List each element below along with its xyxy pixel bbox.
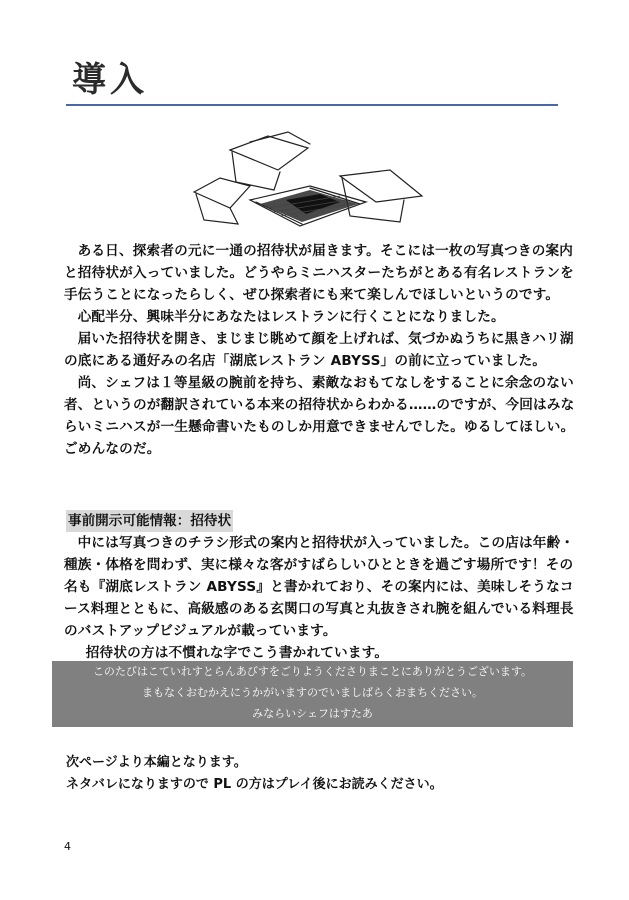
note-line: ネタバレになりますので PL の方はプレイ後にお読みください。 bbox=[66, 777, 443, 792]
disclosure-text bbox=[64, 532, 584, 664]
intro-text bbox=[64, 240, 584, 460]
disclosure-paragraph: 招待状の方は不慣れな字でこう書かれています。 bbox=[85, 645, 389, 661]
invitation-box bbox=[52, 661, 573, 727]
title-underline bbox=[66, 104, 558, 106]
disclosure-paragraph: 中には写真つきのチラシ形式の案内と招待状が入っていました。この店は年齢・種族・体格を問わず、実に様々な客がすばらしいひとときを過ごす場所です！その名も『湖底レストラン ABYSS』と書かれており、その案内には、美味しそうなコース料理とともに、高級感のある玄関口の写真と丸抜きされ腕を組んでいる料理長のバストアップビジュアルが載っています。 bbox=[64, 535, 575, 639]
page-title: 導入 bbox=[72, 60, 148, 100]
note-line: 次ページより本編となります。 bbox=[66, 755, 247, 770]
intro-paragraph: 届いた招待状を開き、まじまじ眺めて顔を上げれば、気づかぬうちに黒きハリ湖の底にある通好みの名店「湖底レストラン ABYSS」の前に立っていました。 bbox=[64, 331, 574, 369]
intro-paragraph: ある日、探索者の元に一通の招待状が届きます。そこには一枚の写真つきの案内と招待状が入っていました。どうやらミニハスターたちがとある有名レストランを手伝うことになったらしく、ぜひ探索者にも来て楽しんでほしいというのです。 bbox=[64, 243, 574, 303]
invitation-line: このたびはこていれすとらんあびすをごりようくださりまことにありがとうございます。 bbox=[92, 665, 533, 678]
letter-illustration bbox=[190, 130, 426, 230]
invitation-signature: みならいシェフはすたあ bbox=[252, 707, 373, 720]
next-page-note bbox=[66, 752, 443, 796]
page-number: 4 bbox=[64, 840, 71, 853]
intro-paragraph: 心配半分、興味半分にあなたはレストランに行くことになりました。 bbox=[77, 309, 505, 325]
intro-paragraph: 尚、シェフは１等星級の腕前を持ち、素敵なおもてなしをすることに余念のない者、というのが翻訳されている本来の招待状からわかる……のですが、今回はみならいミニハスが一生懸命書いたものしか用意できませんでした。ゆるしてほしい。ごめんなのだ。 bbox=[64, 375, 575, 457]
disclosure-label: 事前開示可能情報：招待状 bbox=[66, 510, 233, 532]
invitation-line: まもなくおむかえにうかがいますのでいましばらくおまちください。 bbox=[142, 686, 483, 699]
